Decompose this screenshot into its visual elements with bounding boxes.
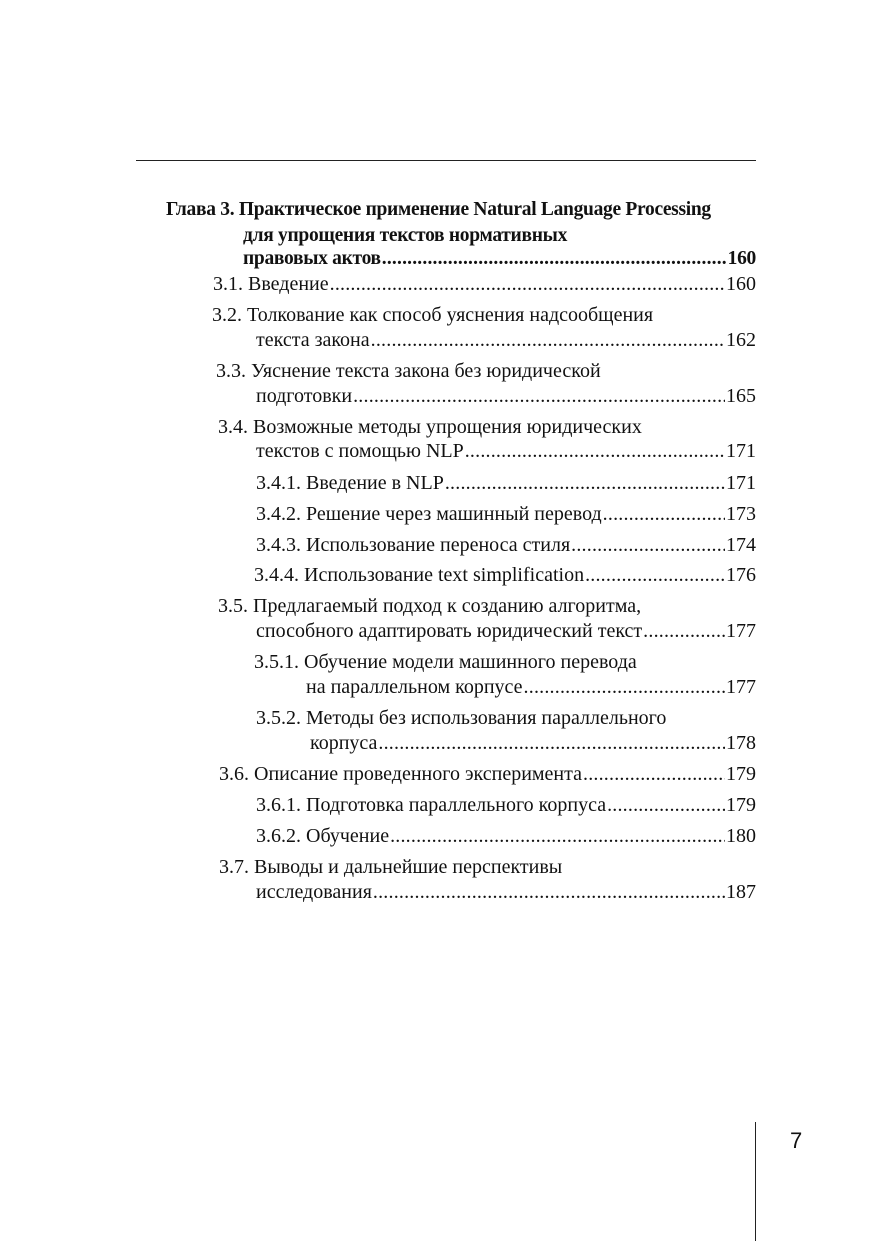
entry-title: 3.1. Введение	[213, 273, 329, 295]
toc-entry-3-4-4[interactable]	[254, 562, 756, 588]
entry-page: 187	[726, 881, 756, 903]
toc-entry-3-5-2[interactable]	[310, 730, 756, 756]
toc-entry-3-3-line1: 3.3. Уяснение текста закона без юридической	[216, 360, 601, 382]
dot-leader	[571, 532, 725, 558]
dot-leader	[371, 327, 725, 353]
entry-title: 3.6.1. Подготовка параллельного корпуса	[256, 794, 607, 816]
toc-entry-3-5-1-line1: 3.5.1. Обучение модели машинного перевода	[254, 651, 637, 673]
toc-entry-3-7-line1: 3.7. Выводы и дальнейшие перспективы	[219, 856, 563, 878]
toc-entry-3-3[interactable]	[256, 383, 756, 409]
entry-title: на параллельном корпусе	[306, 676, 523, 698]
dot-leader	[607, 792, 725, 818]
entry-page: 177	[726, 620, 756, 642]
entry-page: 180	[726, 825, 756, 847]
toc-entry-3-5-1[interactable]	[306, 674, 756, 700]
entry-page: 171	[726, 440, 756, 462]
entry-page: 176	[726, 564, 756, 586]
entry-page: 165	[726, 385, 756, 407]
toc-entry-3-2[interactable]	[256, 327, 756, 353]
chapter-page: 160	[727, 248, 756, 269]
dot-leader	[353, 383, 725, 409]
chapter-title-line2: для упрощения текстов нормативных	[243, 225, 568, 246]
entry-page: 174	[726, 534, 756, 556]
entry-page: 160	[726, 273, 756, 295]
entry-page: 178	[726, 732, 756, 754]
dot-leader	[524, 674, 725, 700]
chapter-entry[interactable]	[243, 246, 756, 272]
toc-entry-3-4-line1: 3.4. Возможные методы упрощения юридических	[218, 416, 642, 438]
toc-entry-3-6-2[interactable]	[256, 823, 756, 849]
dot-leader	[583, 761, 725, 787]
dot-leader	[382, 246, 727, 272]
toc-entry-3-4-2[interactable]	[256, 501, 756, 527]
dot-leader	[445, 470, 725, 496]
page-number: 7	[790, 1128, 803, 1153]
entry-page: 162	[726, 329, 756, 351]
toc-entry-3-5-2-line1: 3.5.2. Методы без использования параллельного	[256, 707, 667, 729]
dot-leader	[373, 879, 725, 905]
entry-page: 179	[726, 794, 756, 816]
dot-leader	[378, 730, 725, 756]
entry-title: корпуса	[310, 732, 378, 754]
toc-entry-3-7[interactable]	[256, 879, 756, 905]
entry-title: текста закона	[256, 329, 370, 351]
dot-leader	[390, 823, 725, 849]
entry-title: 3.4.3. Использование переноса стиля	[256, 534, 571, 556]
toc-entry-3-6[interactable]	[219, 761, 756, 787]
entry-page: 177	[726, 676, 756, 698]
toc-entry-3-4-1[interactable]	[256, 470, 756, 496]
toc-entry-3-6-1[interactable]	[256, 792, 756, 818]
dot-leader	[330, 271, 725, 297]
entry-title: текстов с помощью NLP	[256, 440, 464, 462]
entry-title: 3.6. Описание проведенного эксперимента	[219, 763, 582, 785]
entry-title: способного адаптировать юридический текст	[256, 620, 643, 642]
toc-entry-3-5-line1: 3.5. Предлагаемый подход к созданию алгоритма,	[218, 595, 642, 617]
toc-entry-3-1[interactable]	[213, 271, 756, 297]
entry-page: 179	[726, 763, 756, 785]
entry-title: исследования	[256, 881, 372, 903]
dot-leader	[643, 618, 725, 644]
dot-leader	[465, 438, 725, 464]
entry-page: 173	[726, 503, 756, 525]
toc-entry-3-4-3[interactable]	[256, 532, 756, 558]
entry-page: 171	[726, 472, 756, 494]
entry-title: подготовки	[256, 385, 353, 407]
entry-title: 3.4.4. Использование text simplification	[254, 564, 585, 586]
toc-entry-3-4[interactable]	[256, 438, 756, 464]
entry-title: 3.4.1. Введение в NLP	[256, 472, 444, 494]
footer-rule	[755, 1122, 756, 1241]
chapter-title-line1: Глава 3. Практическое применение Natural Language Processing	[166, 199, 711, 220]
entry-title: 3.4.2. Решение через машинный перевод	[256, 503, 602, 525]
chapter-title-line3: правовых актов	[243, 248, 381, 269]
toc-entry-3-5[interactable]	[256, 618, 756, 644]
toc-entry-3-2-line1: 3.2. Толкование как способ уяснения надсообщения	[212, 304, 654, 326]
dot-leader	[585, 562, 725, 588]
dot-leader	[603, 501, 725, 527]
entry-title: 3.6.2. Обучение	[256, 825, 390, 847]
